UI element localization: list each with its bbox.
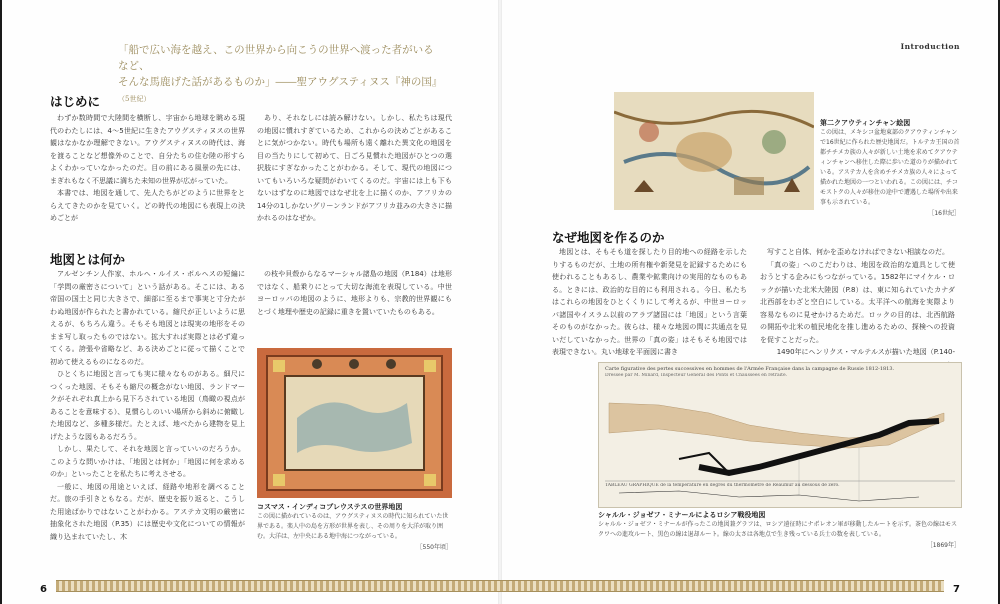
cosmas-caption bbox=[257, 502, 452, 551]
paragraph: 写すこと自体、何かを歪めなければできない相談なのだ。 bbox=[767, 248, 949, 256]
paragraph: 一般に、地図の用途といえば、経路や地形を調べることだ。旅の手引きともなる。だが、歴史を振り返ると、こうした用途ばかりではないことがわかる。アステカ文明の厳密に抽象化された地図（P.35）には歴史や文化についての情報が織り込まれていたし、木 bbox=[50, 482, 245, 541]
paragraph: 「真の姿」へのこだわりは、地図を政治的な道具として使おうとする企みにもつながっている。1582年にマイケル・ロックが描いた北米大陸図（P.8）は、東に知られていたカナダ北西部をわざと空白にしている。太平洋への航海を実際より容易なものに見せかけるためだ。ロックの目的は、北西航路の開拓や北米の植民地化を推し進めるための、探検への投資を促すことだった。 bbox=[760, 260, 955, 344]
map-reference: 1490年にヘンリクス・マルテルスが描いた地図（P.140- bbox=[776, 348, 955, 356]
quote-line-1: 「船で広い海を越え、この世界から向こうの世界へ渡った者がいるなど、 bbox=[118, 44, 434, 72]
minard-inner-subtitle: Dressée par M. Minard, Inspecteur Général des Ponts et Chaussées en retraite. bbox=[605, 373, 788, 378]
decorative-border-band bbox=[56, 580, 944, 592]
aztec-map-image bbox=[614, 92, 814, 210]
cosmas-caption-title: コスマス・インディコプレウステスの世界地図 bbox=[257, 503, 403, 511]
left-page-edge bbox=[0, 0, 2, 604]
minard-inner-title: Carte figurative des pertes successives en hommes de l'Armée Française dans la campagne de Russie 1812-1813. bbox=[605, 366, 895, 372]
minard-caption-body: シャルル・ジョゼフ・ミナールが作ったこの地図兼グラフは、ロシア遠征時にナポレオン軍が移動したルートを示す。茶色の線はモスクワへの進攻ルート、黒色の線は退却ルート。線の太さは各地点で生き残っている兵士の数を表している。 bbox=[598, 521, 958, 538]
aztec-caption bbox=[820, 118, 960, 217]
page-number-right: 7 bbox=[953, 584, 960, 595]
minard-caption-date: ［1869年］ bbox=[926, 542, 960, 549]
paragraph: あり、それなしには読み解けない。しかし、私たちは現代の地図に慣れすぎているため、これからの決めごとがあることに気がつかない。時代も場所も遠く離れた異文化の地図を目の当たりにして初めて、日ごろ見慣れた地図がひとつの選択肢にすぎなかったことがわかる。そして、現代の地図についてもいろいろな疑問がわいてくるのだ。宇宙には上も下もないはずなのに地図ではなぜ北を上に描くのか、アフリカの14分の1しかないグリーンランドがアフリカ並みの大きさに描かれるのはなぜか。 bbox=[257, 114, 452, 222]
cosmas-map-illustration bbox=[257, 348, 452, 498]
minard-caption bbox=[598, 510, 960, 549]
quote-source: （5世紀） bbox=[118, 95, 151, 103]
intro-heading: はじめに bbox=[50, 94, 101, 109]
book-gutter bbox=[498, 0, 502, 604]
minard-inner-footer: TABLEAU GRAPHIQUE de la température en degrés du thermomètre de Réaumur au dessous de zéro. bbox=[605, 483, 840, 488]
paragraph: ひとくちに地図と言っても実に様々なものがある。細尺につくった地図、そもそも縮尺の概念がない地図、ランドマークがそれぞれ真上から見下ろされている地図（鳥瞰の視点があることを意味する）、見慣らしのいい場所から斜めに俯瞰した地図など、多種多様だ。たとえば、地べたから建物を見上げたような図もあるだろう。 bbox=[50, 370, 245, 441]
why-heading: なぜ地図を作るのか bbox=[552, 230, 665, 245]
aztec-map-illustration bbox=[614, 92, 814, 210]
paragraph: しかし、果たして、それを地図と言っていいのだろうか。このような問いかけは、「地図とは何か」「地図に何を求めるのか」といったことを私たちに考えさせる。 bbox=[50, 445, 245, 478]
quote-line-2: そんな馬鹿げた話があるものか」――聖アウグスティヌス『神の国』（5世紀） bbox=[118, 76, 443, 103]
minard-map-image bbox=[598, 362, 962, 508]
paragraph: の枝や貝殻からなるマーシャル諸島の地図（P.184）は地形ではなく、船乗りにとって大切な海流を表現している。中世ヨーロッパの地図のように、地形よりも、宗教的世界観にもとづく地理や歴史の記録に重きを置いていたものもある。 bbox=[257, 270, 452, 316]
paragraph: わずか数時間で大陸間を横断し、宇宙から地球を眺める現代のわたしには、4〜5世紀に生きたアウグスティヌスの世界観はなかなか理解できない。アウグスティヌスの時代は、海を渡ることなど想像外のことで、自分たちの住む陸の形すらよくわかっていなかったのだ。目の前にある風景の先には、まぎれもなく不思議に満ちた未知の世界が広がっていた。 bbox=[50, 114, 245, 185]
intro-column-1 bbox=[50, 112, 245, 222]
whatis-heading: 地図とは何か bbox=[50, 252, 126, 267]
cosmas-map-image bbox=[257, 348, 452, 498]
why-column-2 bbox=[760, 246, 955, 371]
intro-column-2 bbox=[257, 112, 452, 225]
whatis-column-1 bbox=[50, 268, 245, 543]
why-column-1 bbox=[552, 246, 747, 359]
aztec-caption-date: ［16世紀］ bbox=[928, 210, 960, 217]
cosmas-caption-date: ［550年頃］ bbox=[416, 544, 452, 551]
aztec-caption-title: 第二クアウティンチャン絵図 bbox=[820, 119, 911, 127]
cosmas-caption-body: この図に描かれているのは、アウグスティヌスの時代に知られていた世界である。楽人中の島を方形が世界を表し、その周りを大洋が取り囲む。大洋は、左中央にある地中海につながっている。 bbox=[257, 513, 449, 540]
aztec-caption-body: この図は、メキシコ盆地東部のクアウティンチャンで16世紀に作られた歴史地図だ。トルテカ王国の首都チチメカ族の人々が新しい土地を求めてクアウティンチャンへ移住した際に歩いた道のりが描かれている。アステカ人を含めチチメカ族の人々によって描かれた地図の一つといわれる。この図には、チコモストクの人々が移住の途中で遭遇した場所や出来事も示されている。 bbox=[820, 129, 960, 206]
whatis-column-2 bbox=[257, 268, 452, 318]
minard-caption-title: シャルル・ジョゼフ・ミナールによるロシア戦役地図 bbox=[598, 511, 766, 519]
section-tag: Introduction bbox=[900, 42, 960, 51]
paragraph: 本書では、地図を通して、先人たちがどのように世界をとらえてきたのかを見ていく。どの時代の地図にも表現上の決めごとが bbox=[50, 189, 245, 222]
paragraph: 地図とは、そもそも道を探したり目的地への経路を示したりするものだが、土地の所有権や新発見を記録するためにも使われることもあるし、農業や鉱業向けの実用的なものもある。ときには、政治的な目的にも利用される。今日、私たちはこれらの地図をひとくくりにして考えるが、中世ヨーロッパ諸国やイスラム以前のアラブ諸国には「地図」という言葉そのものがなかった。彼らは、様々な地図の間に共通点を見いだしていなかった。世界の「真の姿」はそもそも地図では表現できない。丸い地球を平面図に書き bbox=[552, 248, 747, 356]
paragraph: アルゼンチン人作家、ホルヘ・ルイス・ボルヘスの短編に「学問の厳密さについて」という話がある。そこには、ある帝国の国土と同じ大きさで、細部に至るまで事実と寸分たがわぬ地図が作られたと書かれている。縮尺が正しいように思えるが、もちろん違う。そもそも地図とは現実の地形をそのまま写し取ったものではない。拡大すれば実際とは必ず違ってくる。誇張や省略など、ある決めごとに従って描くことで初めて使えるものになるのだ。 bbox=[50, 270, 245, 366]
epigraph-quote bbox=[118, 42, 443, 107]
page-number-left: 6 bbox=[40, 584, 47, 595]
